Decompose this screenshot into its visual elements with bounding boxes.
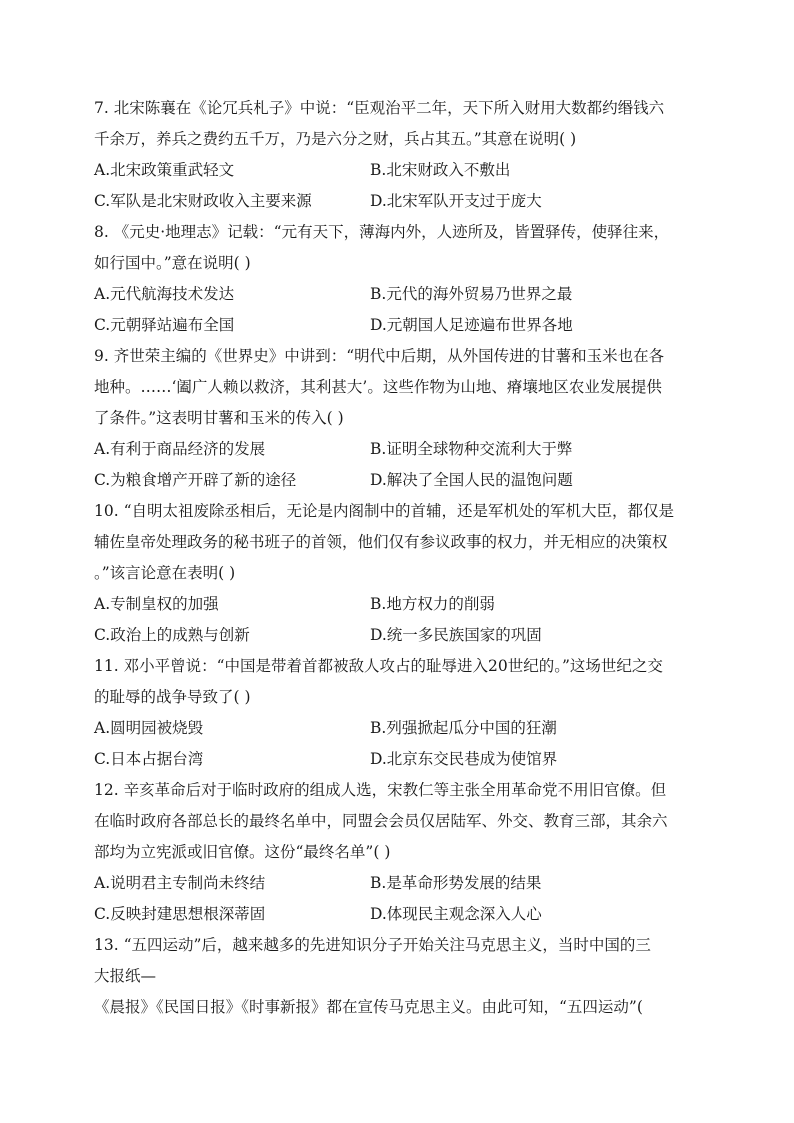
question-text-line: 10. “自明太祖废除丞相后，无论是内阁制中的首辅，还是军机处的军机大臣，都仅是 — [94, 502, 675, 520]
question-text-line: 《晨报》《民国日报》《时事新报》都在宣传马克思主义。由此可知，“五四运动”( — [94, 998, 643, 1016]
question-text-line: 部均为立宪派或旧官僚。这份“最终名单”( ) — [94, 843, 391, 861]
option-row — [94, 310, 696, 341]
option-a[interactable]: A.有利于商品经济的发展 — [94, 440, 266, 458]
option-d[interactable]: D.解决了全国人民的温饱问题 — [370, 471, 573, 489]
question-text-line: 。”该言论意在表明( ) — [94, 564, 236, 582]
question-text-line: 如行国中。”意在说明( ) — [94, 254, 251, 272]
question-text-line: 12. 辛亥革命后对于临时政府的组成人选，宋教仁等主张全用革命党不用旧官僚。但 — [94, 781, 667, 799]
option-d[interactable]: D.北宋军队开支过于庞大 — [370, 192, 542, 210]
option-row — [94, 465, 696, 496]
question-13 — [94, 930, 696, 1023]
option-b[interactable]: B.列强掀起瓜分中国的狂潮 — [370, 719, 557, 737]
option-row — [94, 868, 696, 899]
option-a[interactable]: A.北宋政策重武轻文 — [94, 161, 235, 179]
option-c[interactable]: C.反映封建思想根深蒂固 — [94, 905, 266, 923]
question-text-line: 千余万，养兵之费约五千万，乃是六分之财，兵占其五。”其意在说明( ) — [94, 130, 577, 148]
question-text-line: 辅佐皇帝处理政务的秘书班子的首领，他们仅有参议政事的权力，并无相应的决策权 — [94, 533, 668, 551]
question-text-line: 9. 齐世荣主编的《世界史》中讲到：“明代中后期，从外国传进的甘薯和玉米也在各 — [94, 347, 665, 365]
question-text-line: 了条件。”这表明甘薯和玉米的传入( ) — [94, 409, 344, 427]
question-list — [94, 93, 696, 1023]
question-text-line: 7. 北宋陈襄在《论冗兵札子》中说：“臣观治平二年，天下所入财用大数都约缗钱六 — [94, 99, 665, 117]
question-text-line: 大报纸— — [94, 967, 157, 985]
option-row — [94, 186, 696, 217]
option-a[interactable]: A.专制皇权的加强 — [94, 595, 219, 613]
question-text-line: 地种。……‘阖广人赖以救济，其利甚大’。这些作物为山地、瘠壤地区农业发展提供 — [94, 378, 662, 396]
option-c[interactable]: C.为粮食增产开辟了新的途径 — [94, 471, 297, 489]
question-text-line: 的耻辱的战争导致了( ) — [94, 688, 251, 706]
question-text-line: 8. 《元史·地理志》记载：“元有天下，薄海内外，人迹所及，皆置驿传，使驿往来， — [94, 223, 670, 241]
question-8 — [94, 217, 696, 341]
option-b[interactable]: B.证明全球物种交流利大于弊 — [370, 440, 573, 458]
option-row — [94, 744, 696, 775]
option-a[interactable]: A.元代航海技术发达 — [94, 285, 235, 303]
option-row — [94, 620, 696, 651]
option-row — [94, 434, 696, 465]
option-c[interactable]: C.元朝驿站遍布全国 — [94, 316, 235, 334]
option-d[interactable]: D.体现民主观念深入人心 — [370, 905, 542, 923]
option-row — [94, 589, 696, 620]
question-text-line: 在临时政府各部总长的最终名单中，同盟会会员仅居陆军、外交、教育三部，其余六 — [94, 812, 668, 830]
option-row — [94, 279, 696, 310]
question-9 — [94, 341, 696, 496]
option-d[interactable]: D.元朝国人足迹遍布世界各地 — [370, 316, 573, 334]
question-7 — [94, 93, 696, 217]
question-10 — [94, 496, 696, 651]
option-row — [94, 155, 696, 186]
option-a[interactable]: A.说明君主专制尚未终结 — [94, 874, 266, 892]
option-row — [94, 899, 696, 930]
question-12 — [94, 775, 696, 930]
option-d[interactable]: D.统一多民族国家的巩固 — [370, 626, 542, 644]
option-d[interactable]: D.北京东交民巷成为使馆界 — [370, 750, 558, 768]
option-b[interactable]: B.元代的海外贸易乃世界之最 — [370, 285, 573, 303]
question-text-line: 13. “五四运动”后，越来越多的先进知识分子开始关注马克思主义，当时中国的三 — [94, 936, 651, 954]
option-a[interactable]: A.圆明园被烧毁 — [94, 719, 204, 737]
question-text-line: 11. 邓小平曾说：“中国是带着首都被敌人攻占的耻辱进入20世纪的。”这场世纪之交 — [94, 657, 663, 675]
option-c[interactable]: C.政治上的成熟与创新 — [94, 626, 250, 644]
option-c[interactable]: C.军队是北宋财政收入主要来源 — [94, 192, 312, 210]
option-b[interactable]: B.是革命形势发展的结果 — [370, 874, 542, 892]
option-c[interactable]: C.日本占据台湾 — [94, 750, 204, 768]
option-b[interactable]: B.北宋财政入不敷出 — [370, 161, 511, 179]
option-b[interactable]: B.地方权力的削弱 — [370, 595, 495, 613]
option-row — [94, 713, 696, 744]
question-11 — [94, 651, 696, 775]
